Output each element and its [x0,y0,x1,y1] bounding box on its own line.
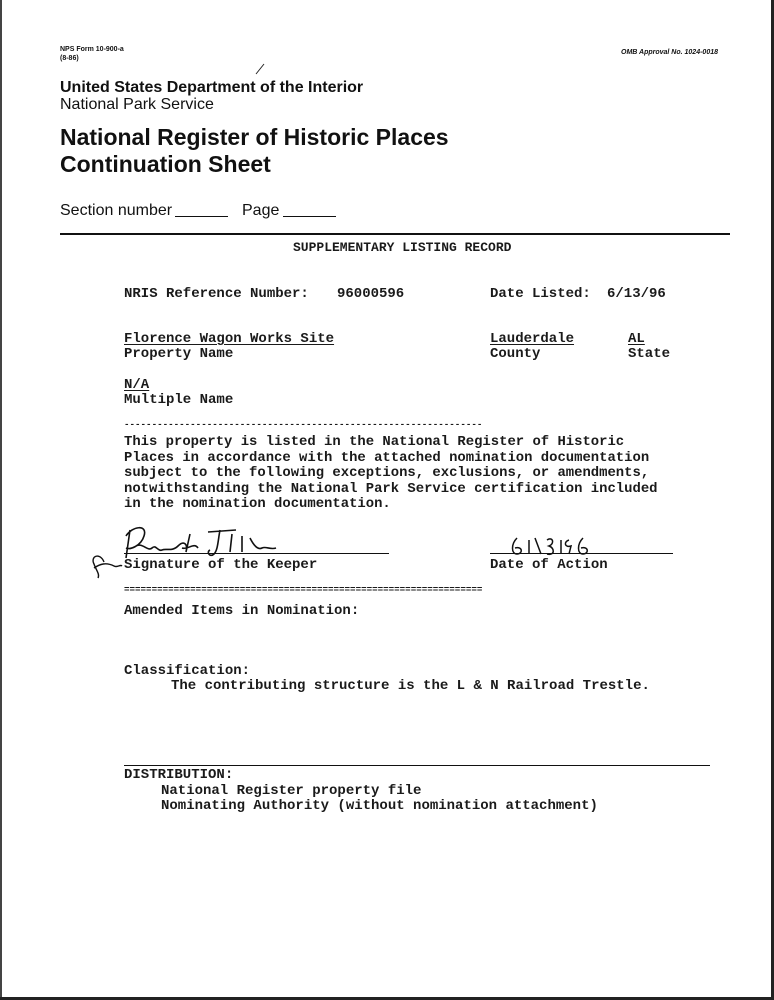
form-number: NPS Form 10-900-a [60,46,124,53]
statement-line: This property is listed in the National Register of Historic [124,434,625,450]
state-label: State [628,346,671,362]
handwritten-action-date [505,532,595,560]
statement-line: Places in accordance with the attached nomination documentation [124,449,650,466]
nris-value: 96000596 [337,286,405,302]
distribution-item: National Register property file [161,783,422,799]
equals-rule: ================================================================= [124,584,483,595]
classification-text: The contributing structure is the L & N Railroad Trestle. [171,678,650,694]
scan-border-left [0,0,2,1000]
date-listed-value: 6/13/96 [607,286,666,302]
statement-line: subject to the following exceptions, exclusions, or amendments, [124,465,650,481]
nris-label: NRIS Reference Number: [124,286,309,302]
section-number-blank [175,216,228,217]
multiple-name-value: N/A [124,377,150,393]
property-name-value: Florence Wagon Works Site [124,331,335,347]
header-rule [60,233,730,235]
date-of-action-label: Date of Action [490,557,608,573]
distribution-item: Nominating Authority (without nomination attachment) [161,798,598,814]
multiple-name-label: Multiple Name [124,392,234,408]
form-subtitle: Continuation Sheet [60,151,271,177]
record-heading: SUPPLEMENTARY LISTING RECORD [293,240,512,255]
classification-label: Classification: [124,663,251,679]
signature-label: Signature of the Keeper [124,557,318,573]
property-name-label: Property Name [124,346,234,362]
distribution-label: DISTRIBUTION: [124,767,234,783]
form-date: (8-86) [60,55,79,62]
department-name: United States Department of the Interior [60,79,364,96]
statement-line: in the nomination documentation. [124,496,391,512]
page-blank [283,216,336,217]
stray-pen-mark [254,62,266,76]
page-label: Page [242,202,280,219]
section-number-label: Section number [60,202,173,219]
date-listed-label: Date Listed: [490,286,591,302]
county-value: Lauderdale [490,331,575,347]
form-title: National Register of Historic Places [60,124,449,150]
statement-block [124,435,658,513]
service-name: National Park Service [60,96,214,113]
distribution-rule [124,765,710,766]
statement-line: notwithstanding the National Park Service certification included [124,480,658,497]
county-label: County [490,346,541,362]
omb-approval: OMB Approval No. 1024-0018 [621,49,718,56]
dash-rule: ----------------------------------------------------------------- [124,419,483,430]
amended-heading: Amended Items in Nomination: [124,603,360,619]
state-value: AL [628,331,645,347]
